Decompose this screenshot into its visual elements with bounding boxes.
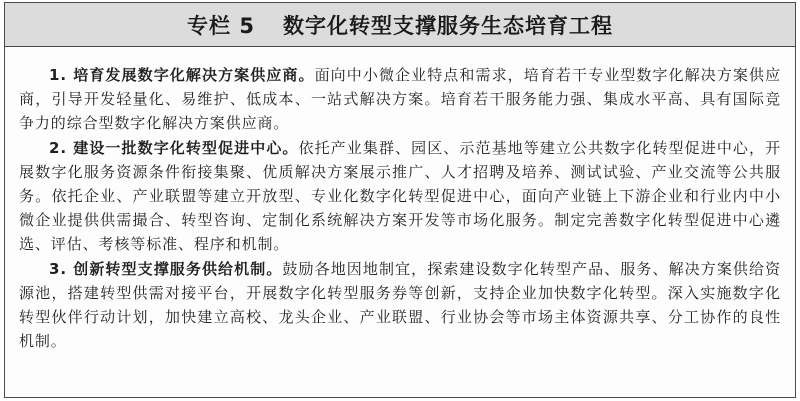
paragraph-lead: 3. 创新转型支撑服务供给机制。 — [49, 259, 283, 278]
paragraph-2 — [19, 136, 781, 257]
box-header — [5, 3, 795, 47]
paragraph-1 — [19, 63, 781, 136]
box-content — [5, 47, 795, 353]
paragraph-3 — [19, 257, 781, 354]
paragraph-body: 鼓励各地因地制宜，探索建设数字化转型产品、服务、解决方案供给资源池，搭建转型供需对接平台，开展数字化转型服务券等创新，支持企业加快数字化转型。深入实施数字化转型伙伴行动计划，加快建立高校、龙头企业、产业联盟、行业协会等市场主体资源共享、分工协作的良性机制。 — [19, 259, 782, 351]
column-label: 专栏 5 — [187, 13, 255, 38]
paragraph-lead: 2. 建设一批数字化转型促进中心。 — [49, 138, 299, 157]
paragraph-body: 面向中小微企业特点和需求，培育若干专业型数字化解决方案供应商，引导开发轻量化、易维护、低成本、一站式解决方案。培育若干服务能力强、集成水平高、具有国际竞争力的综合型数字化解决方案供应商。 — [19, 66, 781, 133]
column-title: 数字化转型支撑服务生态培育工程 — [282, 13, 613, 38]
paragraph-body: 依托产业集群、园区、示范基地等建立公共数字化转型促进中心，开展数字化服务资源条件衔接集聚、优质解决方案展示推广、人才招聘及培养、测试试验、产业交流等公共服务。依托企业、产业联盟等建立开放型、专业化数字化转型促进中心，面向产业链上下游企业和行业内中小微企业提供供需撮合、转型咨询、定制化系统解决方案开发等市场化服务。制定完善数字化转型促进中心遴选、评估、考核等标准、程序和机制。 — [19, 138, 781, 254]
feature-box — [4, 2, 796, 398]
paragraph-lead: 1. 培育发展数字化解决方案供应商。 — [49, 66, 315, 84]
